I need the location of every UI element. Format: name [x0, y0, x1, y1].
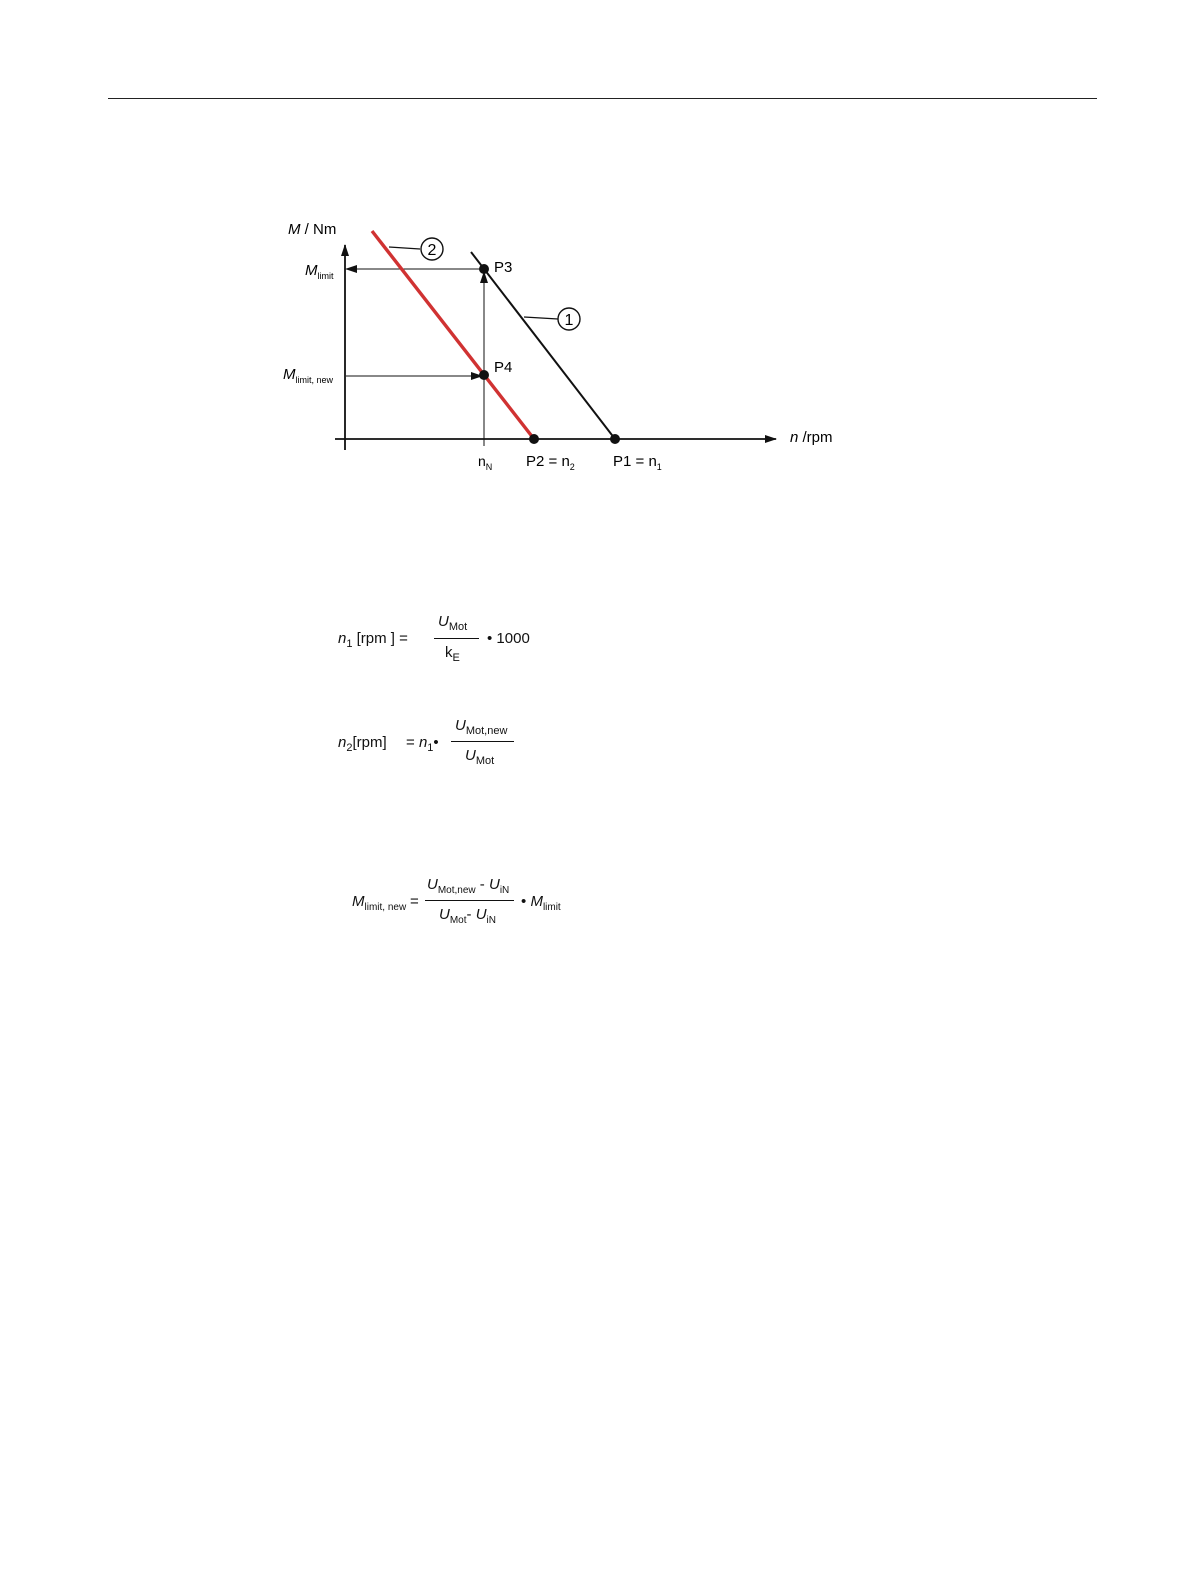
formula-2-eq: =	[406, 734, 419, 751]
formula-2-rhs	[406, 734, 439, 754]
formula-2-rhs-symbol: n	[418, 734, 428, 751]
formula-3-lhs	[352, 893, 407, 913]
m-limit-new-symbol: M	[283, 366, 296, 383]
formula-1-den-symbol: k	[445, 644, 453, 661]
formula-1-lhs-sub: 1	[346, 638, 353, 650]
m-limit-new-sub: limit, new	[295, 375, 334, 385]
m-limit-sub: limit	[317, 271, 334, 281]
point-p1	[610, 434, 620, 444]
formula-1-lhs-symbol: n	[338, 630, 347, 647]
formula-1-numerator	[438, 613, 468, 633]
formula-2-den-sub: Mot	[475, 755, 495, 767]
formula-2-num-symbol: U	[455, 717, 466, 734]
p2-base: P2 = n	[526, 453, 570, 470]
formula-1-num-sub: Mot	[448, 621, 468, 633]
formula-3-denominator	[439, 906, 496, 926]
formula-1-tail: • 1000	[487, 630, 530, 647]
formula-2-unit: [rpm]	[352, 734, 387, 751]
formula-1-denominator	[445, 644, 460, 664]
formula-3-den-b: U	[475, 906, 487, 923]
formula-2-denominator	[465, 747, 495, 767]
formula-3-rhs-symbol: M	[530, 893, 543, 910]
point-p4	[479, 370, 489, 380]
formula-2-den-symbol: U	[465, 747, 476, 764]
point-p3	[479, 264, 489, 274]
formula-1-num-symbol: U	[438, 613, 449, 630]
formula-2-rhs-sub: 1	[427, 742, 434, 754]
formula-3-num-b: U	[488, 876, 500, 893]
n-N-base: n	[478, 453, 486, 469]
point-p2	[529, 434, 539, 444]
formula-2-lhs-symbol: n	[338, 734, 347, 751]
formula-3-num-a: U	[427, 876, 438, 893]
formula-3-lhs-sub: limit, new	[364, 902, 407, 913]
formula-2-numerator	[455, 717, 508, 737]
p2-label	[526, 453, 575, 472]
formula-3-lhs-symbol: M	[352, 893, 365, 910]
callout-2-leader	[389, 247, 420, 249]
formula-3-numerator	[427, 876, 510, 896]
formula-1-den-sub: E	[452, 652, 460, 664]
formula-3-fraction-bar	[425, 900, 514, 901]
formula-2-lhs-sub: 2	[346, 742, 353, 754]
p2-sub: 2	[569, 462, 575, 472]
x-axis-label	[790, 429, 833, 446]
n-N-sub: N	[485, 462, 493, 472]
formula-2-lhs	[338, 734, 387, 754]
p1-sub: 1	[656, 462, 662, 472]
x-axis-unit: /rpm	[798, 429, 833, 446]
formula-3-den-b-sub: iN	[486, 915, 496, 926]
y-axis-unit: / Nm	[300, 221, 337, 238]
m-limit-symbol: M	[305, 262, 318, 279]
callout-1-label: 1	[564, 312, 574, 329]
formula-2-num-sub: Mot,new	[465, 725, 508, 737]
formula-3-eq: =	[410, 893, 419, 910]
formula-3-dot: •	[521, 893, 527, 910]
formula-3-rhs-sub: limit	[542, 902, 561, 913]
formula-3-num-b-sub: iN	[499, 885, 510, 896]
n-N-label	[478, 453, 492, 472]
formula-3-den-a: U	[439, 906, 450, 923]
p4-label: P4	[494, 359, 513, 376]
x-axis-symbol: n	[790, 429, 799, 446]
formula-3-num-minus: -	[475, 876, 489, 893]
y-axis-symbol: M	[288, 221, 301, 238]
formula-3-num-a-sub: Mot,new	[437, 885, 476, 896]
formula-2-fraction-bar	[451, 741, 514, 742]
p3-label: P3	[494, 259, 513, 276]
formula-3-rhs	[521, 893, 561, 913]
formula-1-lhs	[338, 630, 408, 650]
y-axis-label	[288, 221, 336, 238]
m-limit-new-label	[283, 366, 334, 385]
formula-3-den-a-sub: Mot	[449, 915, 467, 926]
formula-3-den-minus: -	[466, 906, 476, 923]
p1-label	[613, 453, 662, 472]
formula-1-fraction-bar	[434, 638, 479, 639]
formula-2-dot: •	[433, 734, 439, 751]
callout-2-label: 2	[427, 242, 437, 259]
m-limit-label	[305, 262, 334, 281]
p1-base: P1 = n	[613, 453, 657, 470]
callout-1-leader	[524, 317, 558, 319]
formula-1-unit: [rpm ] =	[352, 630, 408, 647]
characteristic-1	[471, 252, 615, 439]
